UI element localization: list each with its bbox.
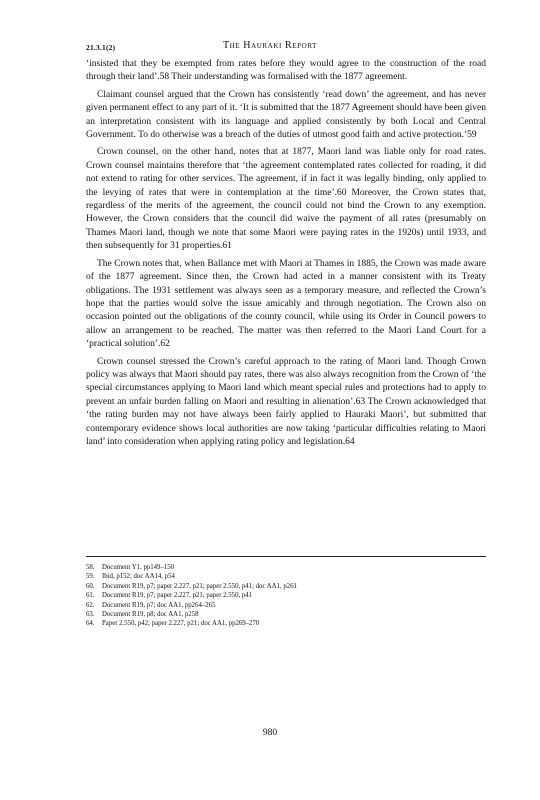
footnote-number: 60. [86, 582, 95, 590]
body-text [86, 58, 486, 453]
footnote [86, 582, 486, 591]
footnote-number: 63. [86, 611, 95, 619]
footnote [86, 591, 486, 600]
footnote-number: 59. [86, 573, 95, 581]
footnote-text: Ibid, p152; doc AA14, p54 [102, 573, 175, 581]
paragraph: Crown counsel, on the other hand, notes that at 1877, Maori land was liable only for road rates. Crown counsel maintains therefore that ‘the agreement contemplated rates collected for roading, it did not extend to rating for other services. The agreement, if in fact it was legally binding, only applied to the levying of rates that were in contemplation at the time’.60 Moreover, the Crown states that, regardless of the merits of the agreement, the council could not bind the Crown to any exemption. However, the Crown considers that the council did waive the payment of all rates (presumably on Thames Maori land, though we note that some Maori were paying rates in the 1920s) until 1933, and then subsequently for 31 properties.61 [86, 147, 486, 252]
footnotes [86, 563, 486, 629]
footnote-text: Document R19, p7; paper 2.227, p21; paper 2.550, p41 [102, 592, 253, 600]
paragraph: The Crown notes that, when Ballance met with Maori at Thames in 1885, the Crown was made aware of the 1877 agreement. Since then, the Crown had acted in a manner consistent with its Treaty obligations. The 1931 settlement was always seen as a temporary measure, and reflected the Crown’s hope that the parties would solve the issue amicably and through negotiation. The Crown also on occasion pointed out the obligations of the county council, while using its Order in Council powers to allow an arrangement to be reached. The matter was then referred to the Maori Land Court for a ‘practical solution’.62 [86, 258, 486, 350]
footnote [86, 610, 486, 619]
section-number: 21.3.1(2) [86, 43, 116, 52]
footnote-text: Paper 2.550, p42; paper 2.227, p21; doc AA1, pp269–270 [102, 620, 260, 628]
footnote [86, 563, 486, 572]
paragraph: Claimant counsel argued that the Crown has consistently ‘read down’ the agreement, and has never given permanent effect to any part of it. ‘It is submitted that the 1877 Agreement should have been given an interpretation consistent with its language and applied consistently by both Local and Central Government. To do otherwise was a breach of the duties of utmost good faith and active protection.’59 [86, 89, 486, 141]
footnote-divider [86, 556, 486, 557]
page-number: 980 [262, 728, 278, 738]
footnote-text: Document Y1, pp149–150 [102, 564, 175, 571]
footnote-number: 62. [86, 601, 95, 609]
footnote-text: Document R19, p7; doc AA1, pp264–265 [102, 601, 216, 609]
footnote [86, 601, 486, 610]
running-head: The Hauraki Report [222, 40, 318, 51]
paragraph: Crown counsel stressed the Crown’s careful approach to the rating of Maori land. Though Crown policy was always that Maori should pay rates, there was also always recognition from the Crown of ‘the special circumstances applying to Maori land which meant special rules and protections had to apply to prevent an unfair burden falling on Maori and resulting in alienation’.63 The Crown acknowledged that ‘the rating burden may not have always been fairly applied to Hauraki Maori’, but submitted that contemporary evidence shows local authorities are now taking ‘particular difficulties relating to Maori land’ into consideration when applying rating policy and legislation.64 [86, 356, 486, 447]
footnote-number: 61. [86, 592, 95, 600]
footnote [86, 619, 486, 628]
footnote-text: Document R19, p7; paper 2.227, p21; paper 2.550, p41; doc AA1, p261 [102, 582, 298, 590]
footnote-text: Document R19, p8; doc AA1, p258 [102, 611, 199, 619]
footnote-number: 64. [86, 620, 95, 628]
footnote-number: 58. [86, 564, 95, 571]
paragraph: ‘insisted that they be exempted from rates before they would agree to the construction of the road through their land’.58 Their understanding was formalised with the 1877 agreement. [86, 59, 486, 83]
footnote [86, 572, 486, 581]
